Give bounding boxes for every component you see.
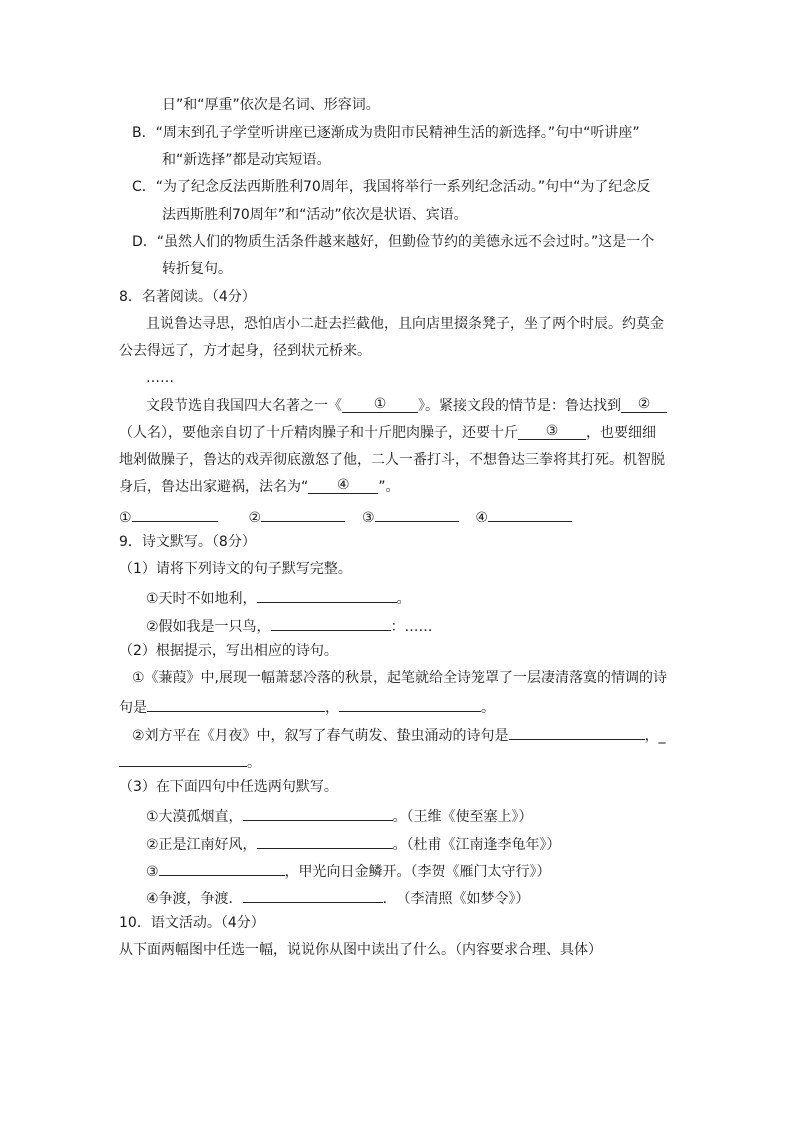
blank-1-marker: ①: [373, 396, 387, 412]
answer-blank-4[interactable]: [488, 506, 572, 522]
q7-a-tail: 日”和“厚重”依次是名词、形容词。: [162, 97, 380, 113]
q9-part1-title: （1）请将下列诗文的句子默写完整。: [119, 561, 352, 577]
q7-option-d-line2: 转折复句。: [162, 261, 232, 277]
blank-2-marker: ②: [637, 396, 651, 412]
q9-part3-d-text: ④争渡，争渡．: [146, 891, 243, 907]
answer-blank-3[interactable]: [375, 506, 459, 522]
answer-blank-2[interactable]: [261, 506, 345, 522]
q9-part2-b-line2: [119, 751, 261, 772]
q9-part1-b-end: ：……: [390, 619, 433, 635]
q9-part3-c-text: ③: [146, 864, 159, 880]
q9-part1-a-text: ①天时不如地利，: [146, 591, 257, 607]
q9-part2-b-line1: [132, 724, 666, 745]
q8-answer-row: [119, 506, 572, 527]
answer-label-3: ③: [361, 510, 375, 526]
q9-part3-a-source: 。（王维《使至塞上》）: [392, 809, 533, 825]
q9-part2-b-blank-1[interactable]: [509, 724, 645, 740]
q8-stem-line2: [119, 424, 656, 442]
q9-part3-c-blank[interactable]: [159, 860, 285, 876]
q9-part1-a: [146, 587, 411, 608]
q9-part3-c-source: ，甲光向日金鳞开。（李贺《雁门太守行》）: [284, 864, 551, 880]
q9-part2-b-text: ②刘方平在《月夜》中，叙写了春气萌发、蛰虫涌动的诗句是: [132, 728, 509, 744]
q9-part3-b-blank[interactable]: [257, 833, 393, 849]
q9-part3-d-source: ． （李清照《如梦令》）: [382, 891, 530, 907]
q8-passage-line2: 公去得远了，方才起身，径到状元桥来。: [119, 343, 371, 359]
q8-passage-line1: 且说鲁达寻思，恐怕店小二赶去拦截他，且向店里掇条凳子，坐了两个时辰。约莫金: [146, 316, 664, 332]
q9-part3-d: [146, 887, 530, 908]
q9-part3-a: [146, 805, 533, 826]
q9-part3-c: [146, 860, 551, 881]
q8-title: 8．名著阅读。（4分）: [119, 289, 256, 305]
q7-option-c-line2: 法西斯胜利70周年”和“活动”依次是状语、宾语。: [162, 207, 468, 223]
q7-option-c-line1: C．“为了纪念反法西斯胜利70周年，我国将举行一系列纪念活动。”句中“为了纪念反: [132, 179, 651, 195]
q9-part1-a-blank[interactable]: [257, 587, 397, 603]
q7-option-b-line1: B．“周末到孔子学堂听讲座已逐渐成为贵阳市民精神生活的新选择。”句中“听讲座”: [132, 125, 640, 141]
q9-part2-a-blank-1[interactable]: [147, 696, 325, 712]
blank-4-inline: [308, 478, 378, 494]
answer-label-1: ①: [119, 510, 132, 526]
q7-option-d-line1: D．“虽然人们的物质生活条件越来越好，但勤俭节约的美德永远不会过时。”这是一个: [132, 234, 655, 250]
q9-part2-b-end: ，_: [644, 728, 666, 744]
q9-part2-b-blank-2[interactable]: [119, 751, 247, 767]
q8-stem-text-b: 》。紧接文段的情节是：鲁达找到: [418, 398, 621, 414]
q9-part3-a-text: ①大漠孤烟直，: [146, 809, 243, 825]
q9-part3-b-source: 。（杜甫《江南逢李龟年》）: [392, 837, 561, 853]
q8-stem-text-c: （人名），要他亲自切了十斤精肉臊子和十斤肥肉臊子，还要十斤: [119, 425, 518, 441]
q9-part1-b-blank[interactable]: [271, 615, 391, 631]
blank-1-inline: [342, 397, 418, 413]
q9-part3-d-blank[interactable]: [243, 887, 383, 903]
answer-blank-1[interactable]: [132, 506, 218, 522]
answer-label-2: ②: [248, 510, 262, 526]
q9-part2-b-period: 。: [247, 755, 261, 771]
q8-stem-line3: 地剁做臊子，鲁达的戏弄彻底激怒了他，二人一番打斗，不想鲁达三拳将其打死。机智脱: [119, 452, 665, 468]
q9-part2-a-line1: ①《蒹葭》中,展现一幅萧瑟冷落的秋景，起笔就给全诗笼罩了一层凄清落寞的情调的诗: [132, 670, 667, 686]
q9-part2-a-period: 。: [481, 700, 495, 716]
q9-part2-title: （2）根据提示，写出相应的诗句。: [119, 643, 338, 659]
q8-stem-text-f: ”。: [378, 479, 400, 495]
q8-stem-text-e: 身后，鲁达出家避祸，法名为“: [119, 479, 309, 495]
q8-stem-line4: [119, 478, 400, 496]
q10-prompt: 从下面两幅图中任选一幅，说说你从图中读出了什么。（内容要求合理、具体）: [119, 942, 602, 958]
blank-3-marker: ③: [545, 423, 559, 439]
answer-label-4: ④: [475, 510, 488, 526]
q9-part1-a-end: 。: [396, 591, 411, 607]
q9-part2-a-lead: 句是: [119, 700, 147, 716]
q7-option-b-line2: 和“新选择”都是动宾短语。: [162, 152, 331, 168]
q9-part3-title: （3）在下面四句中任选两句默写。: [119, 779, 338, 795]
q8-stem-text-a: 文段节选自我国四大名著之一《: [146, 398, 342, 414]
q9-part1-b-text: ②假如我是一只鸟，: [146, 619, 271, 635]
q10-title: 10．语文活动。（4分）: [119, 915, 265, 931]
q8-stem-text-d: ，也要细细: [586, 425, 656, 441]
blank-3-inline: [518, 424, 586, 440]
q9-part2-a-comma: ，: [325, 700, 339, 716]
blank-4-marker: ④: [336, 477, 350, 493]
q8-stem-line1: [146, 397, 667, 415]
q9-part3-b-text: ②正是江南好风，: [146, 837, 257, 853]
q8-ellipsis: ……: [146, 370, 174, 386]
q9-title: 9．诗文默写。（8分）: [119, 534, 256, 550]
q9-part3-b: [146, 833, 561, 854]
q9-part1-b: [146, 615, 433, 636]
blank-2-inline: [621, 397, 667, 413]
q9-part2-a-blank-2[interactable]: [339, 696, 481, 712]
q9-part3-a-blank[interactable]: [243, 805, 393, 821]
q9-part2-a-line2: [119, 696, 495, 717]
